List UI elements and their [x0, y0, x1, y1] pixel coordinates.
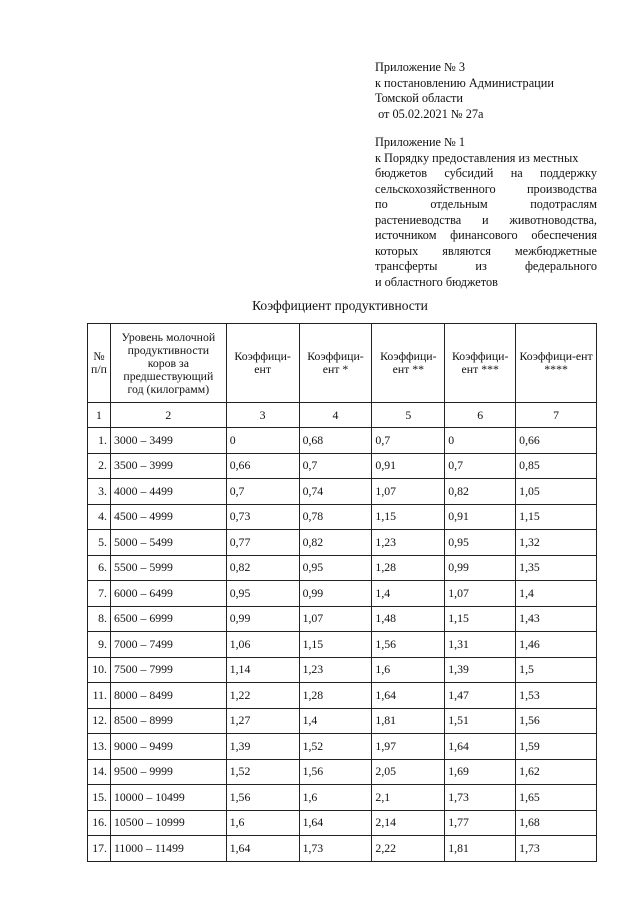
table-row — [88, 657, 597, 683]
column-header-milk-yield: Уровень молочной продуктивности коров за предшествующий год (килограмм) — [110, 324, 226, 403]
coefficient-cell: 0,73 — [226, 504, 299, 530]
table-title: Коэффициент продуктивности — [252, 298, 428, 313]
coefficient-cell: 0,66 — [226, 453, 299, 479]
coefficient-4-cell: 1,73 — [516, 836, 597, 862]
coefficient-3-cell: 0,7 — [445, 453, 516, 479]
coefficient-1-cell: 0,78 — [299, 504, 372, 530]
row-number-cell: 6. — [88, 555, 111, 581]
annex-1-line: трансферты из федерального — [375, 259, 597, 273]
table-row — [88, 810, 597, 836]
coefficient-3-cell: 0 — [445, 428, 516, 454]
coefficient-4-cell: 1,59 — [516, 734, 597, 760]
coefficient-cell: 1,6 — [226, 810, 299, 836]
coefficient-1-cell: 1,56 — [299, 759, 372, 785]
coefficient-2-cell: 1,64 — [372, 683, 445, 709]
coefficient-cell: 0,7 — [226, 479, 299, 505]
productivity-coefficient-table — [87, 323, 597, 862]
coefficient-2-cell: 2,05 — [372, 759, 445, 785]
milk-yield-range-cell: 6000 – 6499 — [110, 581, 226, 607]
coefficient-cell: 0,77 — [226, 530, 299, 556]
coefficient-1-cell: 0,68 — [299, 428, 372, 454]
coefficient-4-cell: 1,68 — [516, 810, 597, 836]
row-number-cell: 9. — [88, 632, 111, 658]
coefficient-3-cell: 1,07 — [445, 581, 516, 607]
coefficient-2-cell: 1,48 — [372, 606, 445, 632]
coefficient-3-cell: 1,15 — [445, 606, 516, 632]
column-header-coefficient-2: Коэффици-ент ** — [372, 324, 445, 403]
table-row — [88, 428, 597, 454]
milk-yield-range-cell: 8500 – 8999 — [110, 708, 226, 734]
coefficient-3-cell: 0,91 — [445, 504, 516, 530]
milk-yield-range-cell: 11000 – 11499 — [110, 836, 226, 862]
table-row — [88, 581, 597, 607]
coefficient-4-cell: 0,66 — [516, 428, 597, 454]
column-number: 6 — [445, 403, 516, 428]
coefficient-3-cell: 1,31 — [445, 632, 516, 658]
table-header-row — [88, 324, 597, 403]
column-header-coefficient-4: Коэффици-ент **** — [516, 324, 597, 403]
coefficient-2-cell: 2,1 — [372, 785, 445, 811]
coefficient-3-cell: 0,82 — [445, 479, 516, 505]
coefficient-cell: 1,27 — [226, 708, 299, 734]
table-row — [88, 555, 597, 581]
coefficient-cell: 1,56 — [226, 785, 299, 811]
column-header-number: № п/п — [88, 324, 111, 403]
coefficient-1-cell: 1,6 — [299, 785, 372, 811]
row-number-cell: 1. — [88, 428, 111, 454]
milk-yield-range-cell: 9500 – 9999 — [110, 759, 226, 785]
coefficient-1-cell: 1,73 — [299, 836, 372, 862]
column-number: 3 — [226, 403, 299, 428]
coefficient-1-cell: 0,82 — [299, 530, 372, 556]
row-number-cell: 13. — [88, 734, 111, 760]
coefficient-1-cell: 1,15 — [299, 632, 372, 658]
milk-yield-range-cell: 7000 – 7499 — [110, 632, 226, 658]
table-row — [88, 683, 597, 709]
coefficient-4-cell: 1,53 — [516, 683, 597, 709]
column-number: 1 — [88, 403, 111, 428]
coefficient-1-cell: 1,07 — [299, 606, 372, 632]
coefficient-2-cell: 1,07 — [372, 479, 445, 505]
coefficient-1-cell: 0,74 — [299, 479, 372, 505]
coefficient-3-cell: 1,77 — [445, 810, 516, 836]
row-number-cell: 12. — [88, 708, 111, 734]
milk-yield-range-cell: 5000 – 5499 — [110, 530, 226, 556]
annex-1-line: к Порядку предоставления из местных — [375, 150, 579, 165]
coefficient-2-cell: 0,7 — [372, 428, 445, 454]
annex-1-line: которых являются межбюджетные — [375, 243, 597, 258]
coefficient-4-cell: 1,05 — [516, 479, 597, 505]
table-row — [88, 632, 597, 658]
table-row — [88, 836, 597, 862]
coefficient-3-cell: 1,69 — [445, 759, 516, 785]
column-number: 7 — [516, 403, 597, 428]
column-header-coefficient-3: Коэффици-ент *** — [445, 324, 516, 403]
coefficient-cell: 0 — [226, 428, 299, 454]
coefficient-1-cell: 1,64 — [299, 810, 372, 836]
row-number-cell: 15. — [88, 785, 111, 811]
milk-yield-range-cell: 9000 – 9499 — [110, 734, 226, 760]
coefficient-2-cell: 1,81 — [372, 708, 445, 734]
coefficient-4-cell: 1,32 — [516, 530, 597, 556]
coefficient-2-cell: 1,6 — [372, 657, 445, 683]
column-number-row — [88, 403, 597, 428]
milk-yield-range-cell: 8000 – 8499 — [110, 683, 226, 709]
coefficient-1-cell: 1,4 — [299, 708, 372, 734]
row-number-cell: 8. — [88, 606, 111, 632]
column-header-coefficient-1: Коэффици-ент * — [299, 324, 372, 403]
row-number-cell: 4. — [88, 504, 111, 530]
coefficient-2-cell: 1,56 — [372, 632, 445, 658]
coefficient-2-cell: 1,4 — [372, 581, 445, 607]
milk-yield-range-cell: 7500 – 7999 — [110, 657, 226, 683]
annex-1-line: растениеводства и животноводства, — [375, 212, 597, 227]
coefficient-1-cell: 0,7 — [299, 453, 372, 479]
annex-3-line: к постановлению Администрации — [375, 75, 554, 90]
coefficient-3-cell: 1,81 — [445, 836, 516, 862]
annex-1-line: и областного бюджетов — [375, 274, 498, 289]
coefficient-3-cell: 1,39 — [445, 657, 516, 683]
milk-yield-range-cell: 3500 – 3999 — [110, 453, 226, 479]
row-number-cell: 5. — [88, 530, 111, 556]
table-row — [88, 479, 597, 505]
coefficient-1-cell: 0,95 — [299, 555, 372, 581]
milk-yield-range-cell: 10500 – 10999 — [110, 810, 226, 836]
coefficient-cell: 1,64 — [226, 836, 299, 862]
coefficient-cell: 1,06 — [226, 632, 299, 658]
coefficient-cell: 0,95 — [226, 581, 299, 607]
annex-1-line: источником финансового обеспечения — [375, 228, 597, 242]
coefficient-3-cell: 1,73 — [445, 785, 516, 811]
coefficient-4-cell: 1,15 — [516, 504, 597, 530]
coefficient-1-cell: 1,23 — [299, 657, 372, 683]
row-number-cell: 3. — [88, 479, 111, 505]
coefficient-4-cell: 1,56 — [516, 708, 597, 734]
coefficient-2-cell: 1,97 — [372, 734, 445, 760]
milk-yield-range-cell: 6500 – 6999 — [110, 606, 226, 632]
coefficient-4-cell: 1,35 — [516, 555, 597, 581]
table-row — [88, 453, 597, 479]
coefficient-3-cell: 0,95 — [445, 530, 516, 556]
column-number: 4 — [299, 403, 372, 428]
coefficient-cell: 1,22 — [226, 683, 299, 709]
row-number-cell: 7. — [88, 581, 111, 607]
table-row — [88, 708, 597, 734]
table-row — [88, 785, 597, 811]
row-number-cell: 2. — [88, 453, 111, 479]
table-row — [88, 606, 597, 632]
annex-1-header — [375, 135, 597, 290]
coefficient-cell: 0,99 — [226, 606, 299, 632]
annex-3-line: Томской области — [375, 91, 463, 105]
row-number-cell: 10. — [88, 657, 111, 683]
annex-3-line: от 05.02.2021 № 27а — [375, 106, 484, 121]
table-row — [88, 759, 597, 785]
coefficient-1-cell: 1,52 — [299, 734, 372, 760]
coefficient-3-cell: 1,64 — [445, 734, 516, 760]
row-number-cell: 17. — [88, 836, 111, 862]
coefficient-4-cell: 1,4 — [516, 581, 597, 607]
coefficient-4-cell: 1,46 — [516, 632, 597, 658]
coefficient-2-cell: 2,14 — [372, 810, 445, 836]
milk-yield-range-cell: 3000 – 3499 — [110, 428, 226, 454]
coefficient-cell: 1,39 — [226, 734, 299, 760]
coefficient-cell: 0,82 — [226, 555, 299, 581]
coefficient-cell: 1,14 — [226, 657, 299, 683]
coefficient-2-cell: 1,28 — [372, 555, 445, 581]
row-number-cell: 14. — [88, 759, 111, 785]
coefficient-2-cell: 1,23 — [372, 530, 445, 556]
annex-3-header — [375, 60, 597, 122]
coefficient-4-cell: 1,62 — [516, 759, 597, 785]
annex-3-line: Приложение № 3 — [375, 60, 466, 74]
coefficient-4-cell: 1,5 — [516, 657, 597, 683]
coefficient-2-cell: 2,22 — [372, 836, 445, 862]
coefficient-4-cell: 1,65 — [516, 785, 597, 811]
coefficient-cell: 1,52 — [226, 759, 299, 785]
table-row — [88, 530, 597, 556]
table-row — [88, 734, 597, 760]
coefficient-2-cell: 0,91 — [372, 453, 445, 479]
annex-1-line: по отдельным подотраслям — [375, 197, 597, 211]
milk-yield-range-cell: 5500 – 5999 — [110, 555, 226, 581]
annex-1-line: бюджетов субсидий на поддержку — [375, 166, 597, 180]
milk-yield-range-cell: 10000 – 10499 — [110, 785, 226, 811]
coefficient-2-cell: 1,15 — [372, 504, 445, 530]
coefficient-4-cell: 0,85 — [516, 453, 597, 479]
annex-1-title: Приложение № 1 — [375, 135, 466, 149]
column-number: 5 — [372, 403, 445, 428]
column-header-coefficient: Коэффици-ент — [226, 324, 299, 403]
coefficient-4-cell: 1,43 — [516, 606, 597, 632]
column-number: 2 — [110, 403, 226, 428]
milk-yield-range-cell: 4500 – 4999 — [110, 504, 226, 530]
milk-yield-range-cell: 4000 – 4499 — [110, 479, 226, 505]
coefficient-3-cell: 1,51 — [445, 708, 516, 734]
table-row — [88, 504, 597, 530]
coefficient-1-cell: 1,28 — [299, 683, 372, 709]
annex-1-line: сельскохозяйственного производства — [375, 181, 597, 196]
coefficient-3-cell: 0,99 — [445, 555, 516, 581]
coefficient-3-cell: 1,47 — [445, 683, 516, 709]
row-number-cell: 11. — [88, 683, 111, 709]
coefficient-1-cell: 0,99 — [299, 581, 372, 607]
row-number-cell: 16. — [88, 810, 111, 836]
